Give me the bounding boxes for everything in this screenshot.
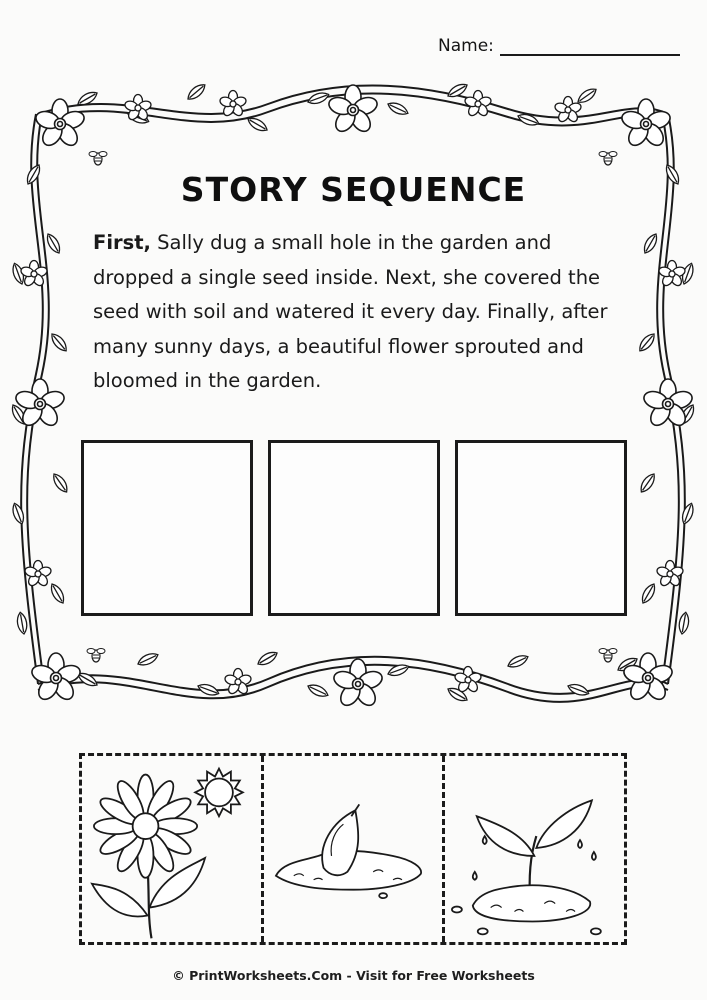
page-title: STORY SEQUENCE (180, 170, 527, 209)
footer-credit: © PrintWorksheets.Com - Visit for Free Worksheets (172, 968, 535, 983)
name-blank-line[interactable] (500, 40, 680, 56)
cutout-card-flower[interactable] (82, 756, 261, 942)
name-label: Name: (438, 36, 494, 56)
story-lead-word: First, (93, 231, 151, 254)
answer-boxes (81, 440, 627, 616)
answer-box-3[interactable] (455, 440, 627, 616)
story-text: Sally dug a small hole in the garden and dropped a single seed inside. Next, she covered the seed with soil and watered it every day. Finally, after many sunny days, a beautiful flower sprouted and bloomed in the garden. (93, 231, 608, 392)
cutout-cards (79, 753, 627, 945)
flower-with-sun-icon (82, 756, 261, 942)
seed-in-soil-icon (264, 756, 443, 942)
answer-box-1[interactable] (81, 440, 253, 616)
answer-box-2[interactable] (268, 440, 440, 616)
story-paragraph (93, 226, 633, 399)
name-field[interactable] (438, 36, 680, 56)
cutout-card-seed[interactable] (261, 756, 443, 942)
cutout-card-sprout[interactable] (442, 756, 624, 942)
sprout-with-water-drops-icon (445, 756, 624, 942)
